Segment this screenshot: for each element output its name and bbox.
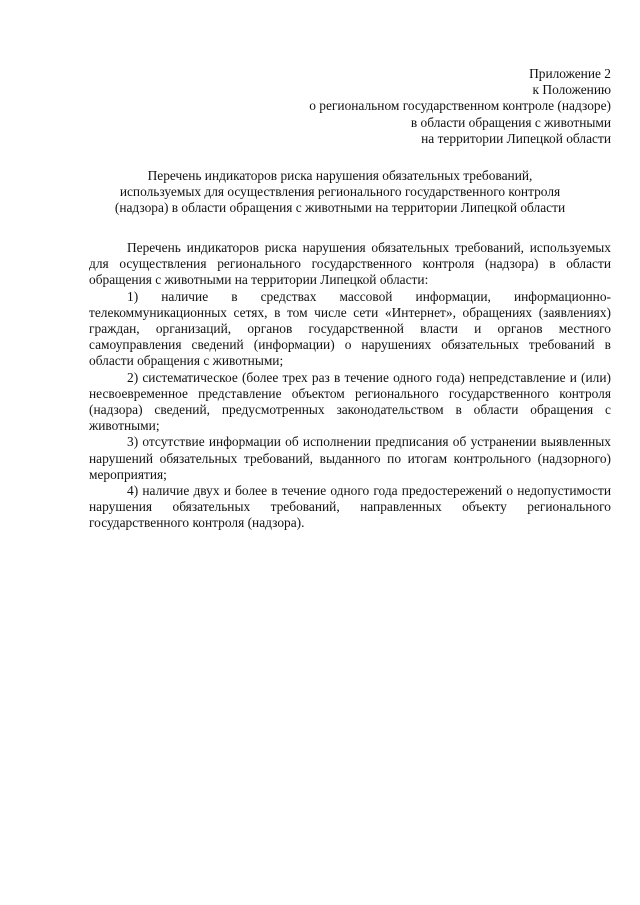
title-line: Перечень индикаторов риска нарушения обязательных требований, bbox=[147, 168, 533, 183]
document-body bbox=[89, 240, 611, 532]
list-item: 1) наличие в средствах массовой информации, информационно-телекоммуникационных сетях, в том числе сети «Интернет», обращениях (заявлениях) граждан, организаций, органов государственной власти и органов местного самоуправления сведений (информации) о нарушениях обязательных требований в области обращения с животными; bbox=[89, 288, 611, 369]
list-item: 4) наличие двух и более в течение одного года предостережений о недопустимости нарушения обязательных требований, направленных объекту регионального государственного контроля (надзора). bbox=[89, 483, 611, 531]
appendix-line: на территории Липецкой области bbox=[421, 130, 611, 146]
document-title bbox=[70, 168, 610, 217]
intro-paragraph: Перечень индикаторов риска нарушения обязательных требований, используемых для осуществления регионального государственного контроля (надзора) в области обращения с животными на территории Липецкой области: bbox=[89, 240, 611, 288]
title-line: (надзора) в области обращения с животными на территории Липецкой области bbox=[114, 200, 566, 216]
list-item: 3) отсутствие информации об исполнении предписания об устранении выявленных нарушений обязательных требований, выданного по итогам контрольного (надзорного) мероприятия; bbox=[89, 434, 611, 482]
appendix-line: о региональном государственном контроле (надзоре) bbox=[309, 98, 611, 114]
appendix-line: к Положению bbox=[532, 82, 611, 98]
list-item: 2) систематическое (более трех раз в течение одного года) непредставление и (или) несвоевременное представление объектом регионального государственного контроля (надзора) сведений, предусмотренных законодательством в области обращения с животными; bbox=[89, 369, 611, 434]
appendix-header bbox=[191, 66, 611, 147]
appendix-line: в области обращения с животными bbox=[410, 114, 611, 130]
appendix-line: Приложение 2 bbox=[529, 66, 611, 81]
title-line: используемых для осуществления регионального государственного контроля bbox=[119, 184, 561, 200]
